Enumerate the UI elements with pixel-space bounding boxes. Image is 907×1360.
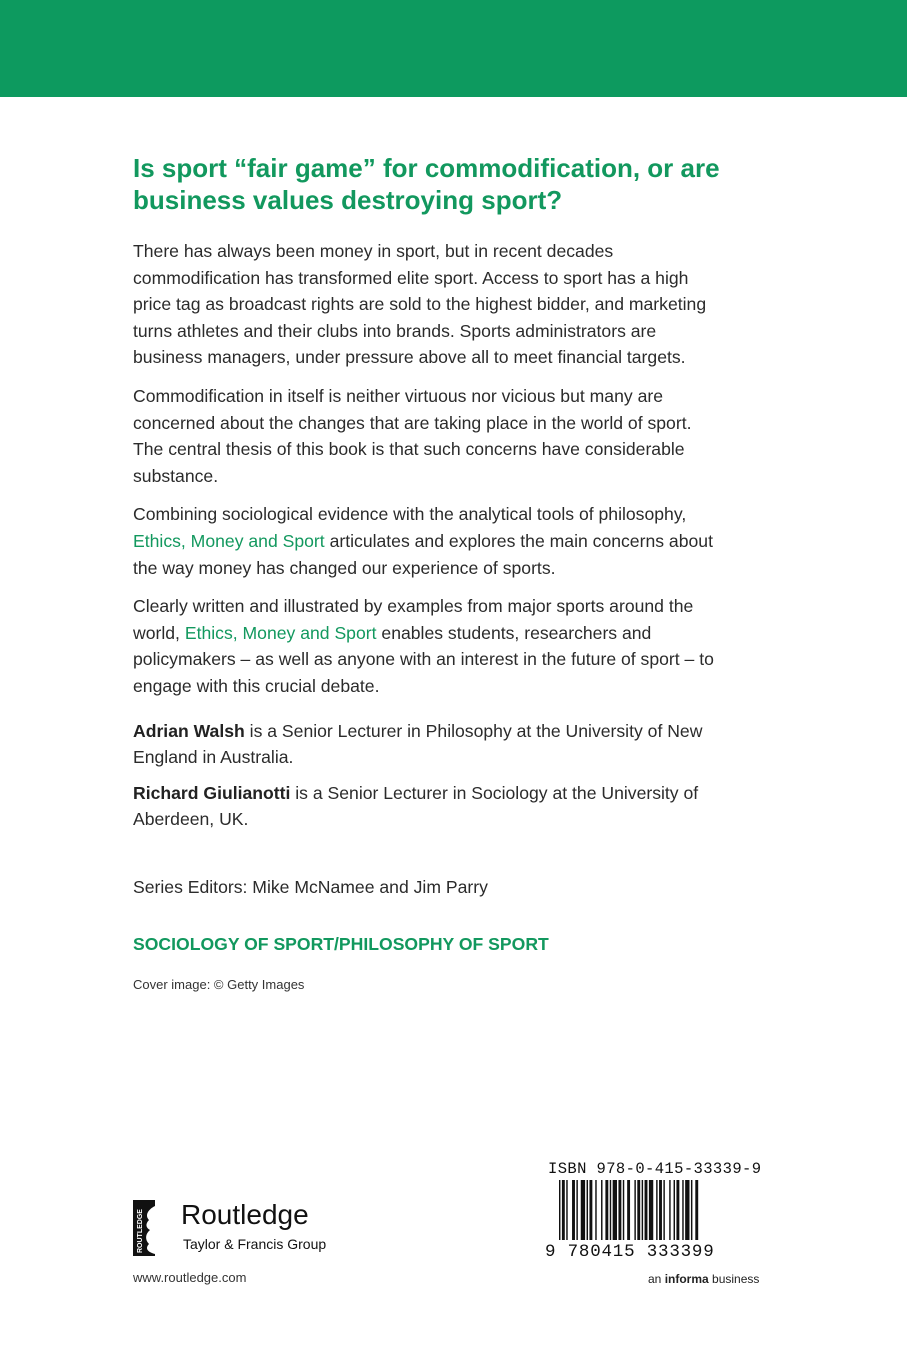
barcode-bar <box>669 1180 670 1242</box>
book-title-highlight: Ethics, Money and Sport <box>133 530 325 551</box>
author-bio-text: is a Senior Lecturer in Philosophy at the University of New England in Australia. <box>133 720 703 768</box>
barcode-bar <box>656 1180 657 1242</box>
author-bio-text: is a Senior Lecturer in Sociology at the University of Aberdeen, UK. <box>133 782 699 830</box>
paragraph-2: Commodification in itself is neither virtuous nor vicious but many are concerned about the changes that are taking place in the world of sport. The central thesis of this book is that such concerns have considerable substance. <box>133 385 692 486</box>
paragraph-4 <box>133 593 723 699</box>
barcode-bar <box>618 1180 621 1242</box>
barcode-bar <box>601 1180 602 1242</box>
paragraph-3-after: articulates and explores the main concerns about the way money has changed our experience of sports. <box>133 530 713 578</box>
routledge-vertical-mark: ROUTLEDGE <box>137 1209 144 1253</box>
paragraph-3-before: Combining sociological evidence with the analytical tools of philosophy, <box>133 504 687 525</box>
barcode-bar <box>637 1180 640 1242</box>
paragraph-4-after: enables students, researchers and policymakers – as well as anyone with an interest in the future of sport – to engage with this crucial debate. <box>133 622 714 696</box>
informa-tagline <box>648 1272 759 1286</box>
barcode-digits: 9 780415 333399 <box>545 1242 715 1260</box>
barcode-bar <box>589 1180 592 1242</box>
barcode-bar <box>642 1180 643 1242</box>
informa-suffix: business <box>708 1272 760 1286</box>
subject-category: SOCIOLOGY OF SPORT/PHILOSOPHY OF SPORT <box>133 934 549 954</box>
isbn-label: ISBN 978-0-415-33339-9 <box>548 1160 762 1178</box>
barcode-bar <box>587 1180 588 1242</box>
barcode-bar <box>691 1180 692 1242</box>
barcode-bar <box>685 1180 689 1242</box>
author-bio <box>133 780 723 833</box>
barcode-bar <box>576 1180 577 1242</box>
barcode-bar <box>566 1180 567 1242</box>
cover-credit: Cover image: © Getty Images <box>133 977 305 992</box>
barcode-bar <box>595 1180 596 1242</box>
headline: Is sport “fair game” for commodification, or are business values destroying sport? <box>133 153 720 215</box>
book-title-highlight: Ethics, Money and Sport <box>184 622 377 643</box>
publisher-url[interactable]: www.routledge.com <box>133 1270 247 1285</box>
series-editors: Series Editors: Mike McNamee and Jim Parry <box>133 877 488 897</box>
publisher-group: Taylor & Francis Group <box>183 1236 327 1252</box>
top-green-band <box>0 0 907 97</box>
barcode-bar <box>663 1180 664 1242</box>
barcode-bar <box>581 1180 585 1242</box>
barcode-bar <box>649 1180 653 1242</box>
barcode-icon <box>545 1180 745 1260</box>
barcode-bar <box>623 1180 624 1242</box>
paragraph-4-before: Clearly written and illustrated by examples from major sports around the world, <box>133 596 694 643</box>
author-name: Adrian Walsh <box>133 720 245 741</box>
barcode-bar <box>605 1180 608 1242</box>
barcode-bar <box>645 1180 648 1242</box>
barcode-bar <box>676 1180 679 1242</box>
paragraph-1: There has always been money in sport, but in recent decades commodification has transformed elite sport. Access to sport has a high price tag as broadcast rights are sold to the highest bidder, and marketing turns athletes and their clubs into brands. Sports administrators are business managers, under pressure above all to meet financial targets. <box>133 241 707 368</box>
barcode-bar <box>572 1180 575 1242</box>
barcode-bar <box>613 1180 617 1242</box>
back-cover-text <box>133 152 723 842</box>
author-name: Richard Giulianotti <box>133 782 291 803</box>
barcode-bar <box>610 1180 611 1242</box>
barcode-bar <box>682 1180 683 1242</box>
routledge-mark <box>133 1200 155 1256</box>
author-bio <box>133 718 723 771</box>
barcode-bar <box>659 1180 662 1242</box>
barcode-bar <box>674 1180 675 1242</box>
informa-bold: informa <box>664 1272 709 1286</box>
informa-prefix: an <box>648 1272 665 1286</box>
routledge-logo-icon <box>133 1198 353 1260</box>
publisher-name: Routledge <box>181 1199 309 1230</box>
paragraph-3 <box>133 501 723 581</box>
